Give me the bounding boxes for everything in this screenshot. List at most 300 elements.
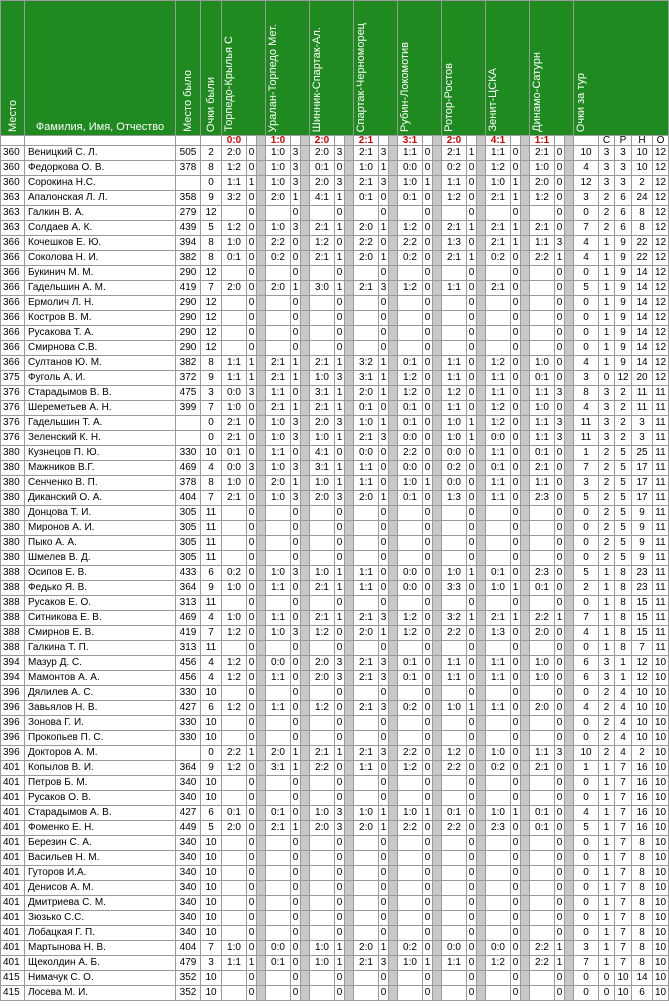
prediction-cell: 1:0	[486, 746, 511, 761]
prediction-cell	[354, 836, 379, 851]
column-separator	[257, 701, 266, 716]
game-points-cell: 0	[247, 701, 257, 716]
o-cell: 11	[653, 596, 669, 611]
game-points-cell: 0	[511, 836, 521, 851]
place-cell: 388	[1, 596, 25, 611]
game-points-cell: 0	[291, 656, 301, 671]
round-points-cell: 0	[574, 506, 599, 521]
game-points-cell: 0	[511, 431, 521, 446]
prediction-cell: 1:2	[486, 401, 511, 416]
place-cell: 415	[1, 971, 25, 986]
column-separator	[477, 281, 486, 296]
game-points-cell: 0	[467, 881, 477, 896]
column-separator	[433, 806, 442, 821]
was-place-cell: 290	[176, 341, 201, 356]
game-points-cell: 0	[423, 671, 433, 686]
column-separator	[521, 941, 530, 956]
column-separator	[257, 296, 266, 311]
was-place-cell: 330	[176, 731, 201, 746]
game-points-cell: 3	[291, 221, 301, 236]
prediction-cell	[266, 341, 291, 356]
prediction-cell	[530, 296, 555, 311]
column-separator	[389, 401, 398, 416]
prediction-cell	[354, 686, 379, 701]
game-points-cell: 0	[247, 146, 257, 161]
prediction-cell	[354, 971, 379, 986]
prediction-cell: 1:0	[442, 416, 467, 431]
round-points-cell: 0	[574, 596, 599, 611]
column-separator	[301, 836, 310, 851]
prediction-cell: 2:2	[442, 821, 467, 836]
was-place-cell: 378	[176, 476, 201, 491]
was-points-cell: 4	[201, 656, 222, 671]
game-points-cell: 3	[335, 821, 345, 836]
was-points-cell: 11	[201, 521, 222, 536]
prediction-cell: 2:0	[310, 671, 335, 686]
column-separator	[565, 266, 574, 281]
game-points-cell: 0	[247, 836, 257, 851]
prediction-cell: 1:2	[486, 356, 511, 371]
prediction-cell: 2:3	[486, 821, 511, 836]
was-place-cell: 340	[176, 836, 201, 851]
game-points-cell: 0	[247, 506, 257, 521]
prediction-cell: 2:0	[310, 176, 335, 191]
game-points-cell: 0	[423, 221, 433, 236]
game-points-cell: 1	[423, 956, 433, 971]
place-cell: 380	[1, 476, 25, 491]
n-cell: 3	[632, 416, 653, 431]
game-points-cell: 0	[555, 446, 565, 461]
column-separator	[433, 326, 442, 341]
game-points-cell: 0	[247, 341, 257, 356]
prediction-cell	[486, 551, 511, 566]
column-separator	[257, 266, 266, 281]
prediction-cell	[310, 836, 335, 851]
prediction-cell	[442, 776, 467, 791]
column-separator	[521, 431, 530, 446]
game-points-cell: 0	[247, 971, 257, 986]
game-points-cell: 0	[555, 146, 565, 161]
game-points-cell: 0	[555, 206, 565, 221]
column-separator	[345, 806, 354, 821]
prediction-cell	[266, 851, 291, 866]
column-separator	[433, 716, 442, 731]
game-points-cell: 1	[467, 611, 477, 626]
table-row	[1, 176, 669, 191]
prediction-cell: 1:0	[266, 431, 291, 446]
prediction-cell	[310, 851, 335, 866]
game-points-cell: 0	[511, 866, 521, 881]
prediction-cell: 2:0	[310, 491, 335, 506]
game-points-cell: 0	[291, 866, 301, 881]
game-points-cell: 0	[423, 941, 433, 956]
round-points-cell: 4	[574, 236, 599, 251]
prediction-cell: 2:0	[530, 701, 555, 716]
column-separator	[301, 551, 310, 566]
name-cell: Нимачук С. О.	[25, 971, 176, 986]
game-points-cell: 0	[467, 716, 477, 731]
column-separator	[257, 986, 266, 1001]
column-separator	[345, 281, 354, 296]
column-separator	[257, 896, 266, 911]
place-cell: 376	[1, 401, 25, 416]
was-place-cell: 394	[176, 236, 201, 251]
round-points-cell: 0	[574, 551, 599, 566]
column-separator	[565, 641, 574, 656]
prediction-cell: 2:0	[354, 941, 379, 956]
game-points-cell: 0	[335, 926, 345, 941]
prediction-cell: 1:3	[442, 491, 467, 506]
prediction-cell	[266, 311, 291, 326]
r-cell: 4	[615, 731, 632, 746]
game-points-cell: 0	[379, 896, 389, 911]
prediction-cell	[442, 926, 467, 941]
prediction-cell	[222, 296, 247, 311]
prediction-cell: 2:1	[310, 356, 335, 371]
was-points-cell: 6	[201, 806, 222, 821]
round-points-cell: 6	[574, 671, 599, 686]
n-cell: 15	[632, 611, 653, 626]
prediction-cell	[530, 731, 555, 746]
was-points-cell: 4	[201, 461, 222, 476]
game-points-cell: 0	[379, 761, 389, 776]
o-cell: 10	[653, 911, 669, 926]
table-row	[1, 596, 669, 611]
prediction-cell: 2:2	[398, 236, 423, 251]
game-points-cell: 0	[379, 236, 389, 251]
s-cell: 1	[599, 866, 615, 881]
game-points-cell: 0	[555, 836, 565, 851]
was-place-cell: 364	[176, 761, 201, 776]
s-cell: 1	[599, 281, 615, 296]
table-row	[1, 491, 669, 506]
column-separator	[521, 686, 530, 701]
score-game-1: 0:0	[222, 136, 247, 146]
s-cell: 1	[599, 881, 615, 896]
r-cell: 5	[615, 521, 632, 536]
game-points-cell: 0	[423, 911, 433, 926]
column-separator	[477, 476, 486, 491]
prediction-cell: 2:3	[530, 566, 555, 581]
game-points-cell: 0	[467, 311, 477, 326]
prediction-cell	[266, 791, 291, 806]
r-cell: 8	[615, 581, 632, 596]
n-cell: 8	[632, 881, 653, 896]
column-separator	[565, 446, 574, 461]
game-points-cell: 3	[291, 161, 301, 176]
game-points-cell: 3	[335, 146, 345, 161]
game-points-cell: 0	[335, 731, 345, 746]
round-points-cell: 6	[574, 656, 599, 671]
was-place-cell: 305	[176, 506, 201, 521]
column-separator	[565, 161, 574, 176]
game-points-cell: 3	[379, 701, 389, 716]
game-points-cell: 0	[555, 851, 565, 866]
table-row	[1, 191, 669, 206]
prediction-cell	[266, 911, 291, 926]
column-separator	[301, 491, 310, 506]
column-separator	[565, 761, 574, 776]
column-separator	[565, 176, 574, 191]
game-points-cell: 0	[511, 386, 521, 401]
prediction-cell: 1:0	[442, 431, 467, 446]
was-points-cell: 10	[201, 776, 222, 791]
game-points-cell: 0	[423, 401, 433, 416]
prediction-cell: 2:0	[354, 491, 379, 506]
name-cell: Солдаев А. К.	[25, 221, 176, 236]
column-separator	[301, 251, 310, 266]
was-place-cell: 330	[176, 446, 201, 461]
was-points-cell: 7	[201, 491, 222, 506]
table-row	[1, 506, 669, 521]
o-cell: 10	[653, 791, 669, 806]
round-points-cell: 0	[574, 926, 599, 941]
n-cell: 7	[632, 641, 653, 656]
column-separator	[433, 791, 442, 806]
column-separator	[433, 311, 442, 326]
column-separator	[389, 416, 398, 431]
game-points-cell: 0	[335, 326, 345, 341]
game-points-cell: 0	[467, 191, 477, 206]
game-points-cell: 0	[247, 686, 257, 701]
name-cell: Старадымов В. В.	[25, 386, 176, 401]
column-separator	[389, 761, 398, 776]
r-cell: 4	[615, 701, 632, 716]
name-cell: Букинич М. М.	[25, 266, 176, 281]
game-points-cell: 0	[247, 311, 257, 326]
column-separator	[301, 341, 310, 356]
s-cell: 1	[599, 836, 615, 851]
s-cell: 1	[599, 311, 615, 326]
prediction-cell: 2:0	[530, 626, 555, 641]
prediction-cell: 1:1	[354, 461, 379, 476]
column-separator	[565, 626, 574, 641]
column-separator	[389, 806, 398, 821]
column-separator	[257, 971, 266, 986]
prediction-cell: 0:2	[398, 941, 423, 956]
game-points-cell: 0	[423, 356, 433, 371]
place-cell: 366	[1, 281, 25, 296]
o-cell: 10	[653, 971, 669, 986]
was-place-cell: 382	[176, 356, 201, 371]
game-points-cell: 1	[467, 416, 477, 431]
s-cell: 2	[599, 521, 615, 536]
game-points-cell: 0	[555, 881, 565, 896]
prediction-cell: 1:0	[222, 236, 247, 251]
prediction-cell	[222, 551, 247, 566]
game-points-cell: 0	[511, 401, 521, 416]
prediction-cell: 1:2	[222, 626, 247, 641]
game-points-cell: 1	[335, 281, 345, 296]
column-separator	[389, 476, 398, 491]
prediction-cell	[222, 686, 247, 701]
prediction-cell: 1:0	[442, 566, 467, 581]
game-points-cell: 0	[423, 626, 433, 641]
column-separator	[301, 371, 310, 386]
game-points-cell: 0	[555, 266, 565, 281]
game-points-cell: 1	[379, 491, 389, 506]
n-cell: 10	[632, 701, 653, 716]
round-points-cell: 3	[574, 191, 599, 206]
name-cell: Денисов А. М.	[25, 881, 176, 896]
column-separator	[433, 881, 442, 896]
column-separator	[389, 731, 398, 746]
game-points-cell: 1	[379, 161, 389, 176]
prediction-cell	[530, 926, 555, 941]
game-points-cell: 0	[335, 836, 345, 851]
column-separator	[477, 716, 486, 731]
was-points-cell: 12	[201, 311, 222, 326]
prediction-cell: 1:1	[486, 701, 511, 716]
column-separator	[257, 716, 266, 731]
name-cell: Прокопьев П. С.	[25, 731, 176, 746]
prediction-cell: 1:1	[222, 356, 247, 371]
column-separator	[521, 221, 530, 236]
column-separator	[345, 416, 354, 431]
prediction-cell	[486, 971, 511, 986]
o-cell: 10	[653, 881, 669, 896]
prediction-cell: 1:0	[222, 476, 247, 491]
column-separator	[389, 791, 398, 806]
game-points-cell: 0	[511, 296, 521, 311]
game-points-cell: 0	[291, 266, 301, 281]
game-points-cell: 0	[555, 986, 565, 1001]
table-row	[1, 521, 669, 536]
column-separator	[301, 311, 310, 326]
table-row	[1, 611, 669, 626]
prediction-cell: 3:3	[442, 581, 467, 596]
place-cell: 388	[1, 641, 25, 656]
was-points-cell: 12	[201, 206, 222, 221]
column-separator	[389, 521, 398, 536]
game-points-cell: 0	[555, 176, 565, 191]
game-points-cell: 0	[511, 716, 521, 731]
prediction-cell: 1:0	[310, 941, 335, 956]
prediction-cell: 1:1	[354, 476, 379, 491]
n-cell: 12	[632, 656, 653, 671]
o-cell: 10	[653, 851, 669, 866]
s-cell: 2	[599, 206, 615, 221]
column-separator	[433, 746, 442, 761]
game-points-cell: 0	[247, 416, 257, 431]
prediction-cell	[486, 521, 511, 536]
game-points-cell: 0	[423, 896, 433, 911]
column-separator	[345, 596, 354, 611]
game-points-cell: 1	[335, 461, 345, 476]
game-points-cell: 0	[291, 671, 301, 686]
game-points-cell: 0	[423, 206, 433, 221]
s-cell: 2	[599, 461, 615, 476]
column-separator	[565, 431, 574, 446]
n-cell: 9	[632, 551, 653, 566]
prediction-cell	[310, 686, 335, 701]
game-points-cell: 0	[555, 341, 565, 356]
o-cell: 10	[653, 761, 669, 776]
prediction-cell: 1:0	[310, 371, 335, 386]
prediction-cell: 2:1	[310, 401, 335, 416]
column-separator	[521, 656, 530, 671]
n-cell: 2	[632, 746, 653, 761]
prediction-cell: 0:1	[354, 191, 379, 206]
o-cell: 10	[653, 731, 669, 746]
n-cell: 15	[632, 596, 653, 611]
was-points-cell: 10	[201, 851, 222, 866]
prediction-cell	[222, 536, 247, 551]
prediction-cell: 1:1	[222, 176, 247, 191]
prediction-cell: 1:0	[310, 566, 335, 581]
prediction-cell	[530, 206, 555, 221]
prediction-cell: 1:2	[310, 236, 335, 251]
prediction-cell	[530, 911, 555, 926]
was-points-cell: 11	[201, 641, 222, 656]
prediction-cell: 0:0	[398, 431, 423, 446]
game-points-cell: 0	[467, 506, 477, 521]
prediction-cell: 1:2	[222, 671, 247, 686]
game-points-cell: 3	[291, 461, 301, 476]
prediction-cell	[222, 986, 247, 1001]
n-cell: 6	[632, 986, 653, 1001]
prediction-cell	[310, 791, 335, 806]
column-separator	[565, 896, 574, 911]
game-points-cell: 0	[291, 296, 301, 311]
prediction-cell	[442, 206, 467, 221]
game-points-cell: 0	[247, 236, 257, 251]
column-separator	[477, 596, 486, 611]
column-separator	[477, 731, 486, 746]
table-row	[1, 296, 669, 311]
column-separator	[477, 446, 486, 461]
prediction-cell	[486, 596, 511, 611]
o-cell: 11	[653, 401, 669, 416]
game-points-cell: 0	[511, 986, 521, 1001]
game-points-cell: 0	[511, 416, 521, 431]
r-cell: 7	[615, 881, 632, 896]
prediction-cell: 2:1	[354, 431, 379, 446]
game-points-cell: 1	[291, 476, 301, 491]
was-points-cell: 10	[201, 926, 222, 941]
place-cell: 380	[1, 491, 25, 506]
column-separator	[477, 551, 486, 566]
prediction-cell: 0:1	[530, 581, 555, 596]
n-cell: 14	[632, 281, 653, 296]
score-game-2: 1:0	[266, 136, 291, 146]
prediction-cell	[354, 926, 379, 941]
prediction-cell	[442, 521, 467, 536]
prediction-cell: 2:1	[266, 356, 291, 371]
column-separator	[521, 986, 530, 1001]
game-points-cell: 0	[511, 911, 521, 926]
prediction-cell	[398, 896, 423, 911]
prediction-cell	[310, 641, 335, 656]
place-cell: 401	[1, 821, 25, 836]
prediction-cell	[442, 536, 467, 551]
game-points-cell: 3	[379, 611, 389, 626]
game-points-cell: 0	[247, 806, 257, 821]
r-cell: 5	[615, 536, 632, 551]
column-separator	[301, 656, 310, 671]
table-row	[1, 461, 669, 476]
n-cell: 14	[632, 341, 653, 356]
r-cell: 8	[615, 641, 632, 656]
column-separator	[565, 401, 574, 416]
table-row	[1, 836, 669, 851]
game-points-cell: 0	[379, 551, 389, 566]
prediction-cell: 1:1	[530, 476, 555, 491]
n-cell: 9	[632, 506, 653, 521]
game-points-cell: 0	[247, 611, 257, 626]
column-separator	[521, 416, 530, 431]
name-cell: Диканский О. А.	[25, 491, 176, 506]
